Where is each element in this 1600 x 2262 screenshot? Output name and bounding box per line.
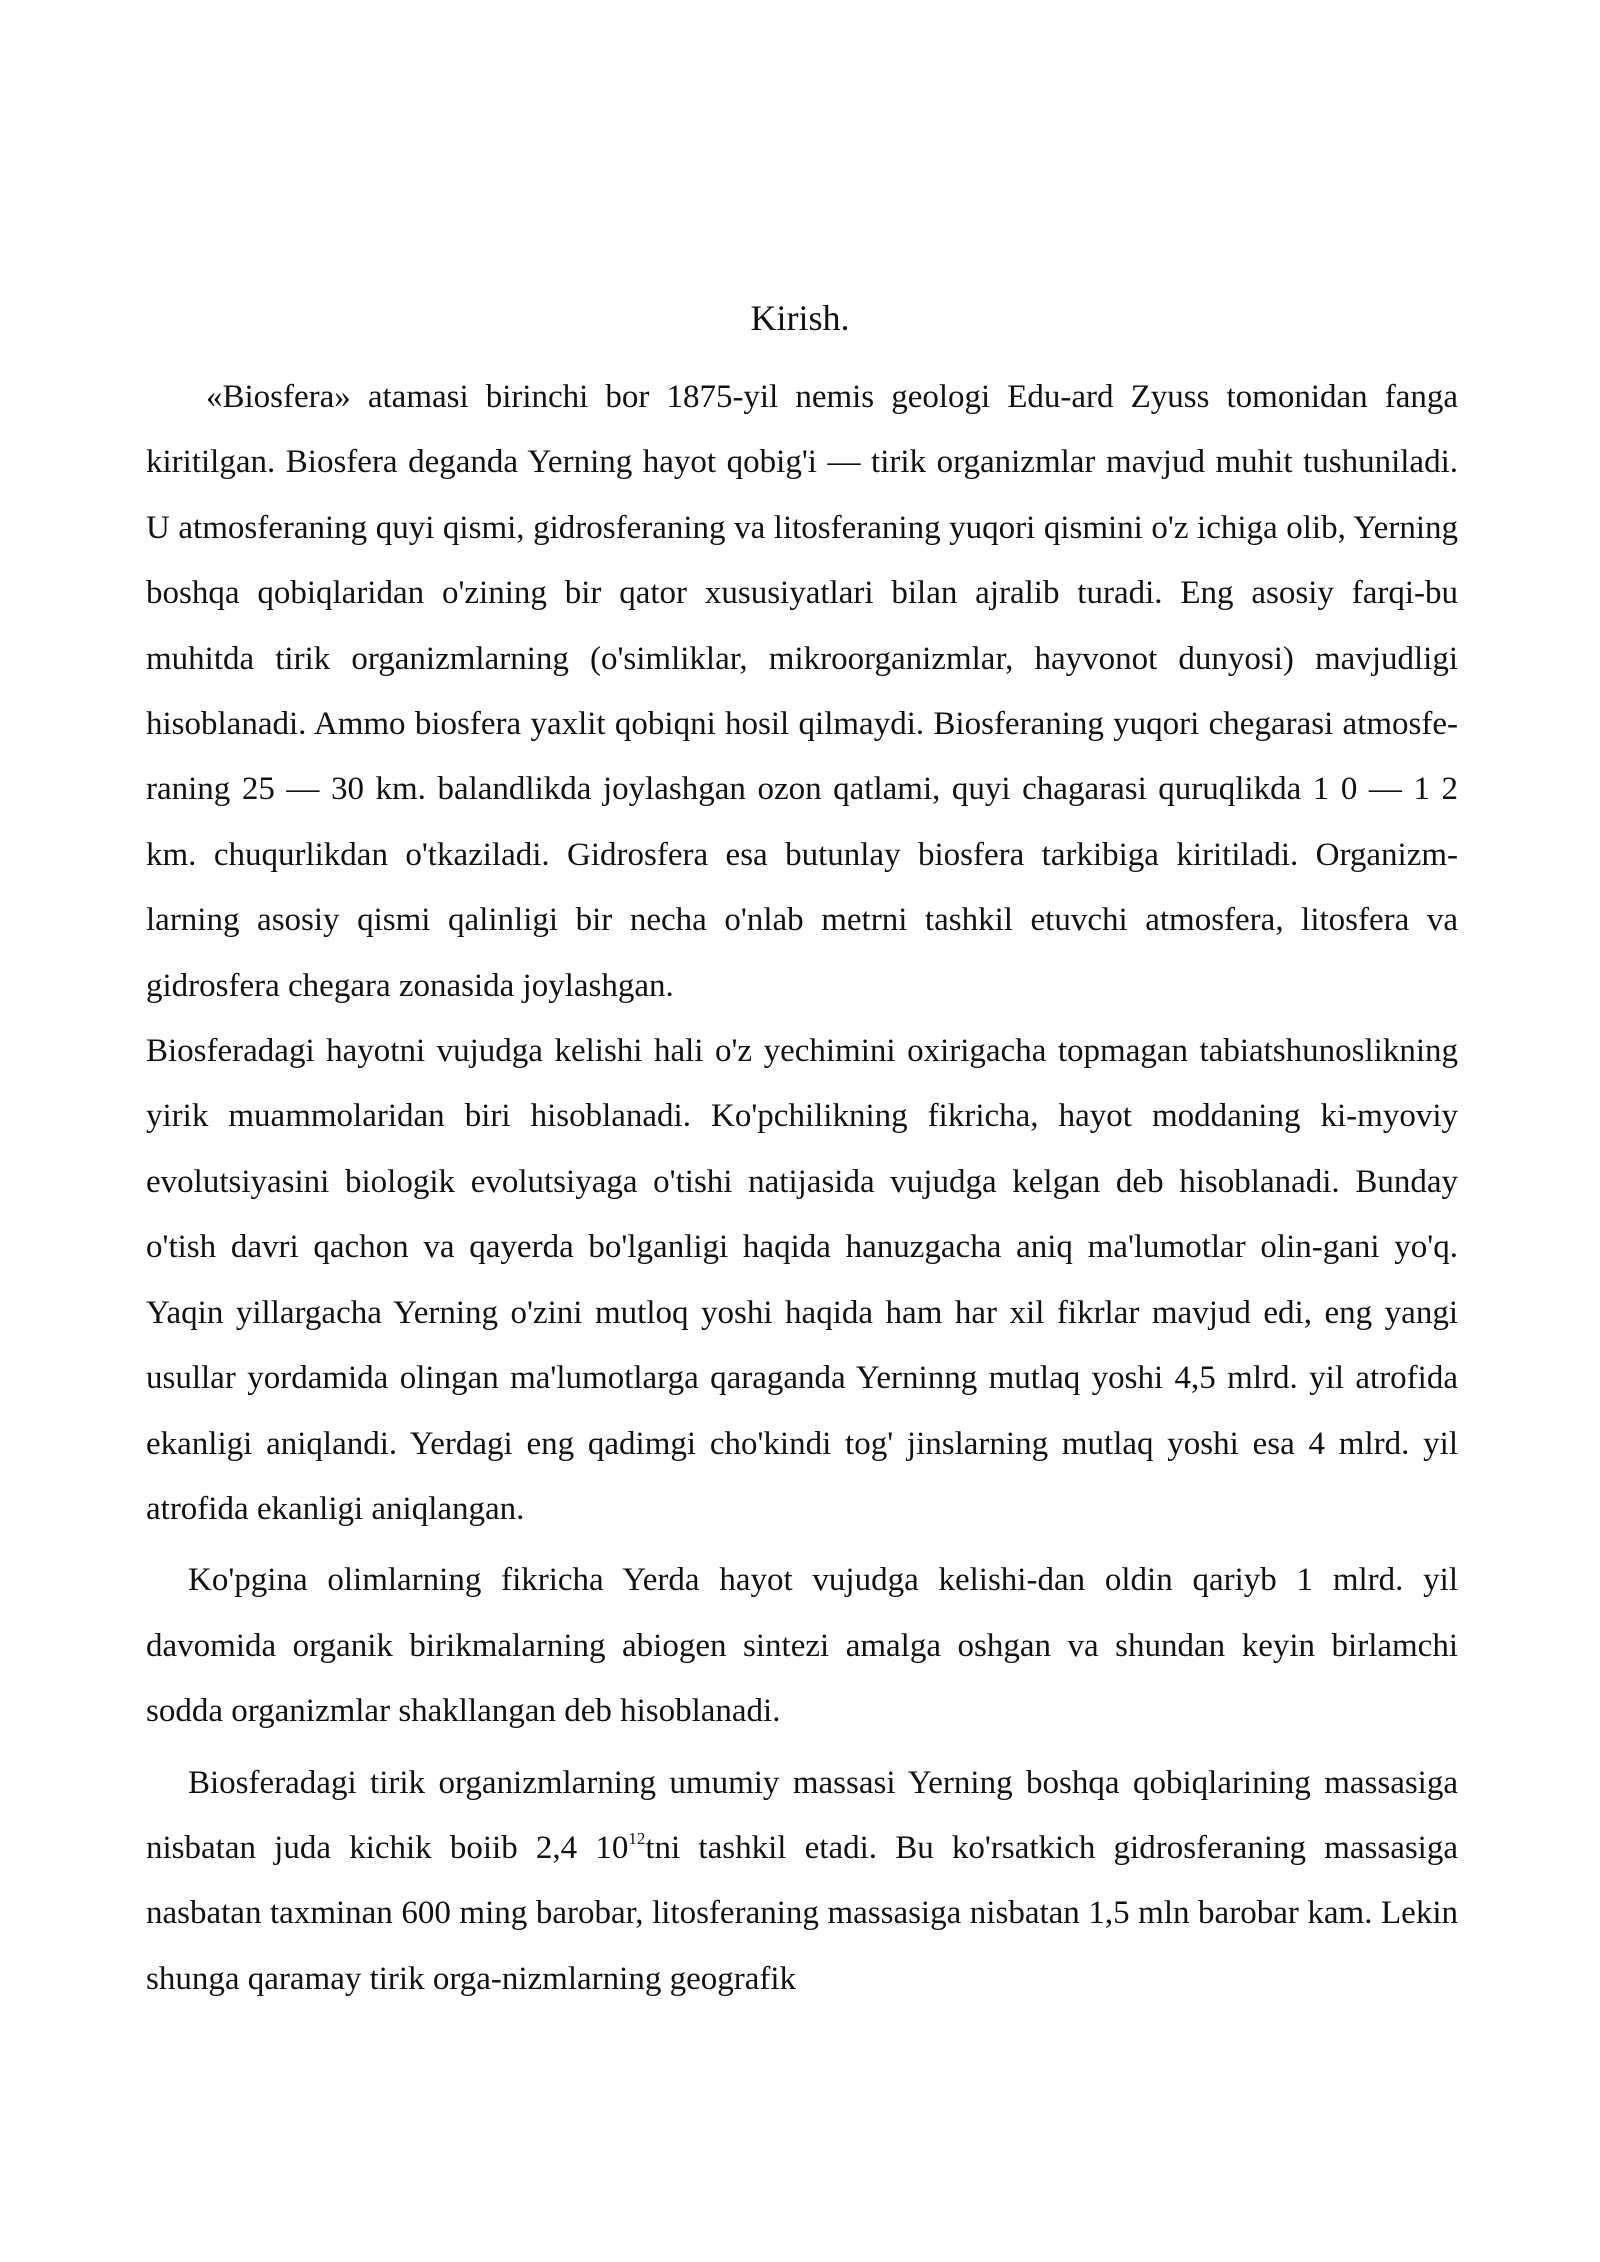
document-body (146, 365, 1458, 2012)
paragraph-4 (146, 1751, 1458, 2013)
paragraph-4-exponent: 12 (628, 1828, 646, 1848)
paragraph-1: «Biosfera» atamasi birinchi bor 1875-yil nemis geologi Edu-ard Zyuss tomonidan fanga kiritilgan. Biosfera deganda Yerning hayot qobig'i — tirik organizmlar mavjud muhit tushuniladi. U atmosferaning quyi qismi, gidrosferaning va litosferaning yuqori qismini o'z ichiga olib, Yerning boshqa qobiqlaridan o'zining bir qator xususiyatlari bilan ajralib turadi. Eng asosiy farqi-bu muhitda tirik organizmlarning (o'simliklar, mikroorganizmlar, hayvonot dunyosi) mavjudligi hisoblanadi. Ammo biosfera yaxlit qobiqni hosil qilmaydi. Biosferaning yuqori chegarasi atmosfe-raning 25 — 30 km. balandlikda joylashgan ozon qatlami, quyi chagarasi quruqlikda 1 0 — 1 2 km. chuqurlikdan o'tkaziladi. Gidrosfera esa butunlay biosfera tarkibiga kiritiladi. Organizm-larning asosiy qismi qalinligi bir necha o'nlab metrni tashkil etuvchi atmosfera, litosfera va gidrosfera chegara zonasida joylashgan. (146, 379, 1458, 1004)
page-title: Kirish. (750, 298, 850, 338)
paragraph-3: Ko'pgina olimlarning fikricha Yerda hayot vujudga kelishi-dan oldin qariyb 1 mlrd. yil davomida organik birikmalarning abiogen sintezi amalga oshgan va shundan keyin birlamchi sodda organizmlar shakllangan deb hisoblanadi. (146, 1562, 1458, 1730)
paragraph-4-text-start: Biosferadagi tirik organizmlarning umumiy massasi Yerning boshqa qobiqlarining massasiga nisbatan juda kichik boiib 2,4 10 (146, 1764, 1458, 1866)
paragraph-4-text-end: tni tashkil etadi. Bu ko'rsatkich gidrosferaning massasiga nasbatan taxminan 600 ming barobar, litosferaning massasiga nisbatan 1,5 mln barobar kam. Lekin shunga qaramay tirik orga-nizmlarning geografik (146, 1829, 1458, 1997)
paragraph-2: Biosferadagi hayotni vujudga kelishi hali o'z yechimini oxirigacha topmagan tabiatshunoslikning yirik muammolaridan biri hisoblanadi. Ko'pchilikning fikricha, hayot moddaning ki-myoviy evolutsiyasini biologik evolutsiyaga o'tishi natijasida vujudga kelgan deb hisoblanadi. Bunday o'tish davri qachon va qayerda bo'lganligi haqida hanuzgacha aniq ma'lumotlar olin-gani yo'q. Yaqin yillargacha Yerning o'zini mutloq yoshi haqida ham har xil fikrlar mavjud edi, eng yangi usullar yordamida olingan ma'lumotlarga qaraganda Yerninng mutlaq yoshi 4,5 mlrd. yil atrofida ekanligi aniqlandi. Yerdagi eng qadimgi cho'kindi tog' jinslarning mutlaq yoshi esa 4 mlrd. yil atrofida ekanligi aniqlangan. (146, 1033, 1458, 1527)
